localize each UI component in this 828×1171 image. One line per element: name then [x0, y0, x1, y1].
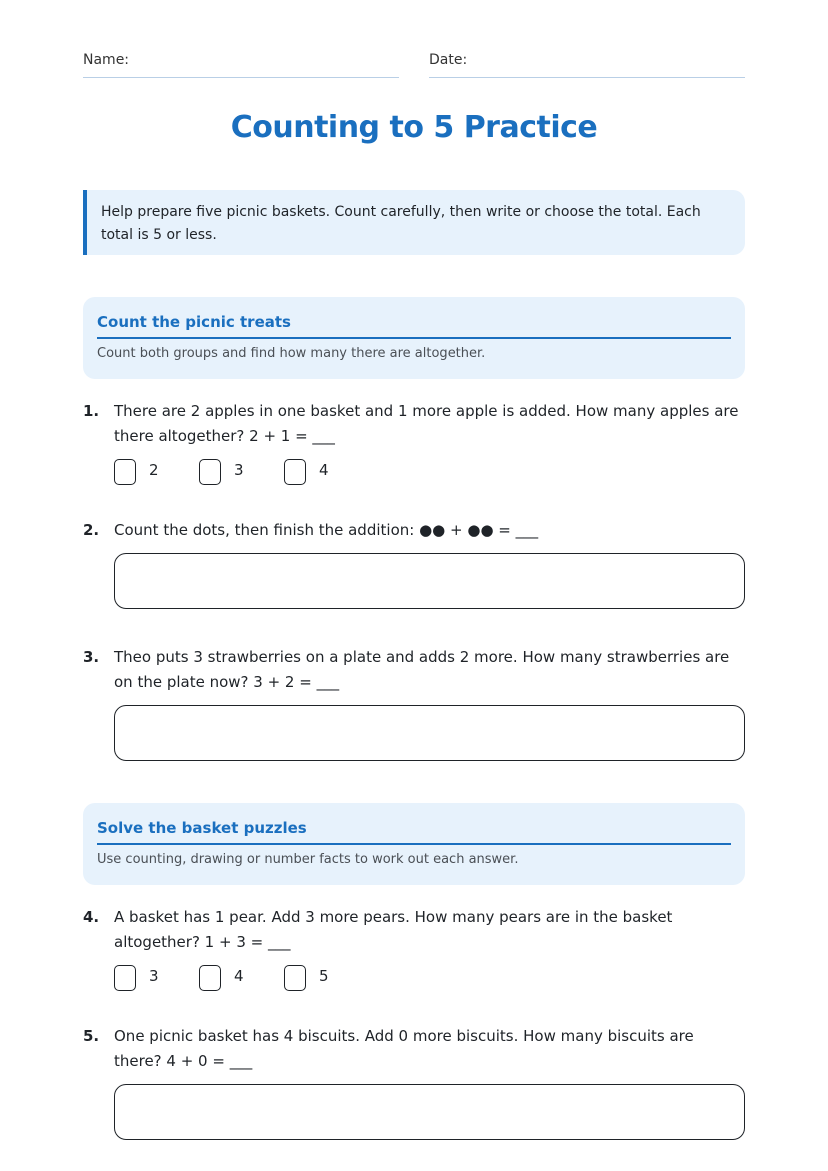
question-4 [83, 905, 745, 955]
answer-box-q2[interactable] [114, 553, 745, 609]
name-label: Name: [83, 52, 130, 68]
page-title: Counting to 5 Practice [230, 110, 598, 145]
question-number: 3. [83, 648, 100, 666]
question-text: Theo puts 3 strawberries on a plate and adds 2 more. How many strawberries are on the plate now? 3 + 2 = ___ [114, 648, 730, 691]
date-field[interactable] [429, 52, 745, 78]
checkbox[interactable] [284, 459, 306, 485]
checkbox[interactable] [199, 459, 221, 485]
question-number: 2. [83, 521, 100, 539]
choice-label: 4 [234, 967, 244, 985]
name-field[interactable] [83, 52, 399, 78]
question-text: There are 2 apples in one basket and 1 more apple is added. How many apples are there altogether? 2 + 1 = ___ [114, 402, 739, 445]
question-text: A basket has 1 pear. Add 3 more pears. How many pears are in the basket altogether? 1 + 3 = ___ [114, 908, 673, 951]
question-3 [83, 645, 745, 695]
name-date-row [83, 52, 745, 78]
checkbox[interactable] [114, 965, 136, 991]
checkbox[interactable] [284, 965, 306, 991]
question-5 [83, 1024, 745, 1074]
question-1 [83, 399, 745, 449]
answer-box-q3[interactable] [114, 705, 745, 761]
question-number: 1. [83, 402, 100, 420]
section-basket-puzzles [83, 803, 745, 885]
section-subtitle: Use counting, drawing or number facts to work out each answer. [97, 852, 519, 867]
intro-callout: Help prepare five picnic baskets. Count carefully, then write or choose the total. Each total is 5 or less. [83, 190, 745, 255]
question-2 [83, 518, 745, 543]
choice-label: 3 [149, 967, 159, 985]
question-number: 4. [83, 908, 100, 926]
section-title: Count the picnic treats [97, 313, 731, 339]
checkbox[interactable] [199, 965, 221, 991]
choice-label: 4 [319, 461, 329, 479]
choice-label: 5 [319, 967, 329, 985]
date-label: Date: [429, 52, 468, 68]
choice-label: 2 [149, 461, 159, 479]
question-text: One picnic basket has 4 biscuits. Add 0 more biscuits. How many biscuits are there? 4 + 0 = ___ [114, 1027, 694, 1070]
choice-label: 3 [234, 461, 244, 479]
section-subtitle: Count both groups and find how many there are altogether. [97, 346, 486, 361]
checkbox[interactable] [114, 459, 136, 485]
question-number: 5. [83, 1027, 100, 1045]
answer-box-q5[interactable] [114, 1084, 745, 1140]
section-title: Solve the basket puzzles [97, 819, 731, 845]
section-count-treats [83, 297, 745, 379]
question-text: Count the dots, then finish the addition: ●● + ●● = ___ [114, 521, 539, 539]
